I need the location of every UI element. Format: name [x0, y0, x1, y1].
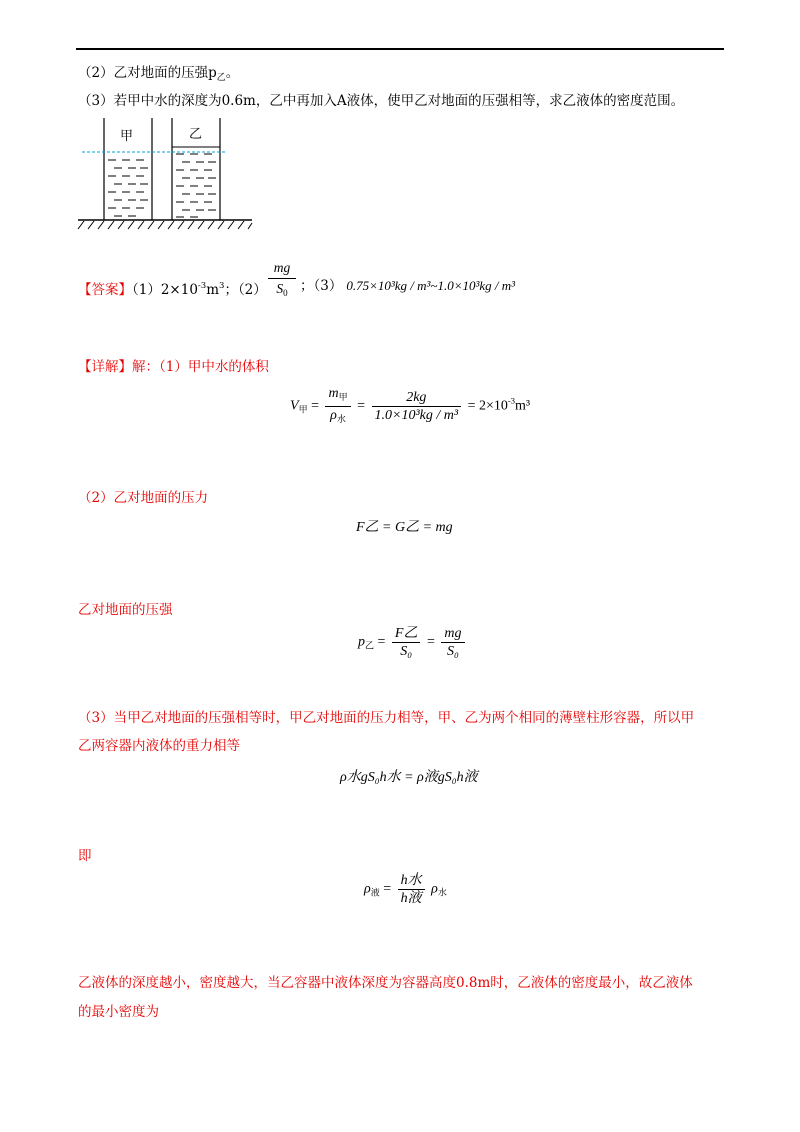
equation-pressure: $p_乙$ = $\frac{\text{F乙}}{\text{S₀}}$ = $\frac{mg}{\text{S₀}}$ [358, 625, 468, 660]
answer-part1-end: ； [224, 282, 238, 298]
eq5-frac-den: h液 [400, 891, 422, 906]
equation-weight: ρ水gS₀h水 = ρ液gS₀h液 [340, 770, 478, 785]
eq1-frac2-num: 2kg [372, 389, 462, 407]
containers-figure [76, 116, 254, 232]
answer-tag: 【答案】 [78, 282, 132, 298]
section-2-pressure: 乙对地面的压强 [78, 602, 173, 618]
ji-label: 即 [78, 848, 92, 864]
eq5-frac-num: h水 [398, 872, 425, 890]
eq5-lhs: ρ [364, 881, 371, 897]
eq3-frac1 [392, 625, 421, 660]
eq5-rhs: ρ [431, 881, 438, 897]
answer-part2-end: ； [300, 278, 314, 294]
answer-part3-line [300, 277, 515, 295]
answer-part2-den-sub: 0 [283, 288, 288, 298]
answer-part2-num: mg [268, 259, 296, 279]
section-3-line3: 乙液体的深度越小，密度越大，当乙容器中液体深度为容器高度0.8m时，乙液体的密度最小，故乙液体 [78, 975, 693, 991]
answer-part3-range: 0.75×10³kg / m³~1.0×10³kg / m³ [346, 278, 516, 293]
eq3-frac2-den: S₀ [447, 644, 459, 659]
label-jia: 甲 [120, 129, 134, 144]
answer-part3: （3） [313, 278, 343, 294]
question-2-sub: 乙 [216, 73, 226, 83]
question-2 [78, 64, 239, 87]
eq1-rhs-unit: m³ [514, 398, 531, 414]
equation-force: F乙 = G乙 = mg [356, 520, 453, 535]
explain-tag: 【详解】 [78, 359, 132, 375]
equation-volume: $V_甲$ = $\frac{m_甲}{\rho_水}$ = $\frac{2kg}{\text{1.0×10³kg / m³}}$ = $2\times 10^{-3}m^3$ [290, 385, 530, 428]
explain-intro-line [78, 358, 269, 376]
label-yi: 乙 [189, 127, 203, 142]
explain-intro: 解：（1）甲中水的体积 [132, 359, 269, 375]
eq3-frac2 [441, 625, 464, 660]
section-3-line1: （3）当甲乙对地面的压强相等时，甲乙对地面的压力相等，甲、乙为两个相同的薄壁柱形容器，所以甲 [78, 710, 695, 726]
section-2-title: （2）乙对地面的压力 [78, 490, 209, 506]
eq3-frac2-num: mg [441, 625, 464, 643]
eq5-rhs-sub: 水 [437, 887, 447, 898]
eq3-frac1-num: F乙 [392, 625, 421, 643]
eq3-frac1-den: S₀ [400, 644, 413, 659]
eq1-lhs-sub: 甲 [298, 404, 308, 415]
eq1-frac1-num: m [328, 386, 339, 401]
eq1-frac2 [372, 389, 462, 424]
answer-part2-den: S [276, 281, 284, 296]
section-3-line2: 乙两容器内液体的重力相等 [78, 738, 240, 754]
eq1-rhs-exp: -3 [507, 395, 515, 406]
eq1-frac1-den: ρ [330, 408, 337, 423]
equation-density: $\rho_液$ = $\frac{\text{h水}}{\text{h液}}$ $\rho_水$ [364, 873, 447, 906]
eq1-frac2-den: 1.0×10³kg / m³ [374, 408, 459, 423]
answer-part1: （1）2×10 [132, 282, 198, 298]
question-2-end: 。 [225, 65, 240, 81]
eq3-lhs: p [358, 634, 365, 650]
eq1-rhs: = 2×10 [467, 398, 508, 414]
answer-part1-unit-exp: 3 [219, 281, 225, 291]
eq1-frac1 [325, 385, 350, 428]
answer-part2: （2） [237, 282, 267, 298]
eq5-frac [398, 872, 425, 907]
eq1-frac1-num-sub: 甲 [338, 392, 348, 402]
eq5-lhs-sub: 液 [370, 887, 380, 898]
header-rule [76, 48, 724, 50]
section-3-line4: 的最小密度为 [78, 1004, 159, 1020]
question-2-text: （2）乙对地面的压强p [78, 65, 217, 81]
answer-part1-exp: -3 [197, 281, 207, 291]
answer-part1-unit: m [206, 282, 220, 298]
eq3-lhs-sub: 乙 [365, 640, 375, 651]
answer-line [78, 277, 267, 299]
eq1-lhs: V [290, 398, 299, 414]
eq1-frac1-den-sub: 水 [336, 414, 346, 424]
question-3: （3）若甲中水的深度为0.6m，乙中再加入A液体，使甲乙对地面的压强相等，求乙液体的密度范围。 [78, 93, 685, 109]
answer-part2-fraction [268, 259, 296, 302]
